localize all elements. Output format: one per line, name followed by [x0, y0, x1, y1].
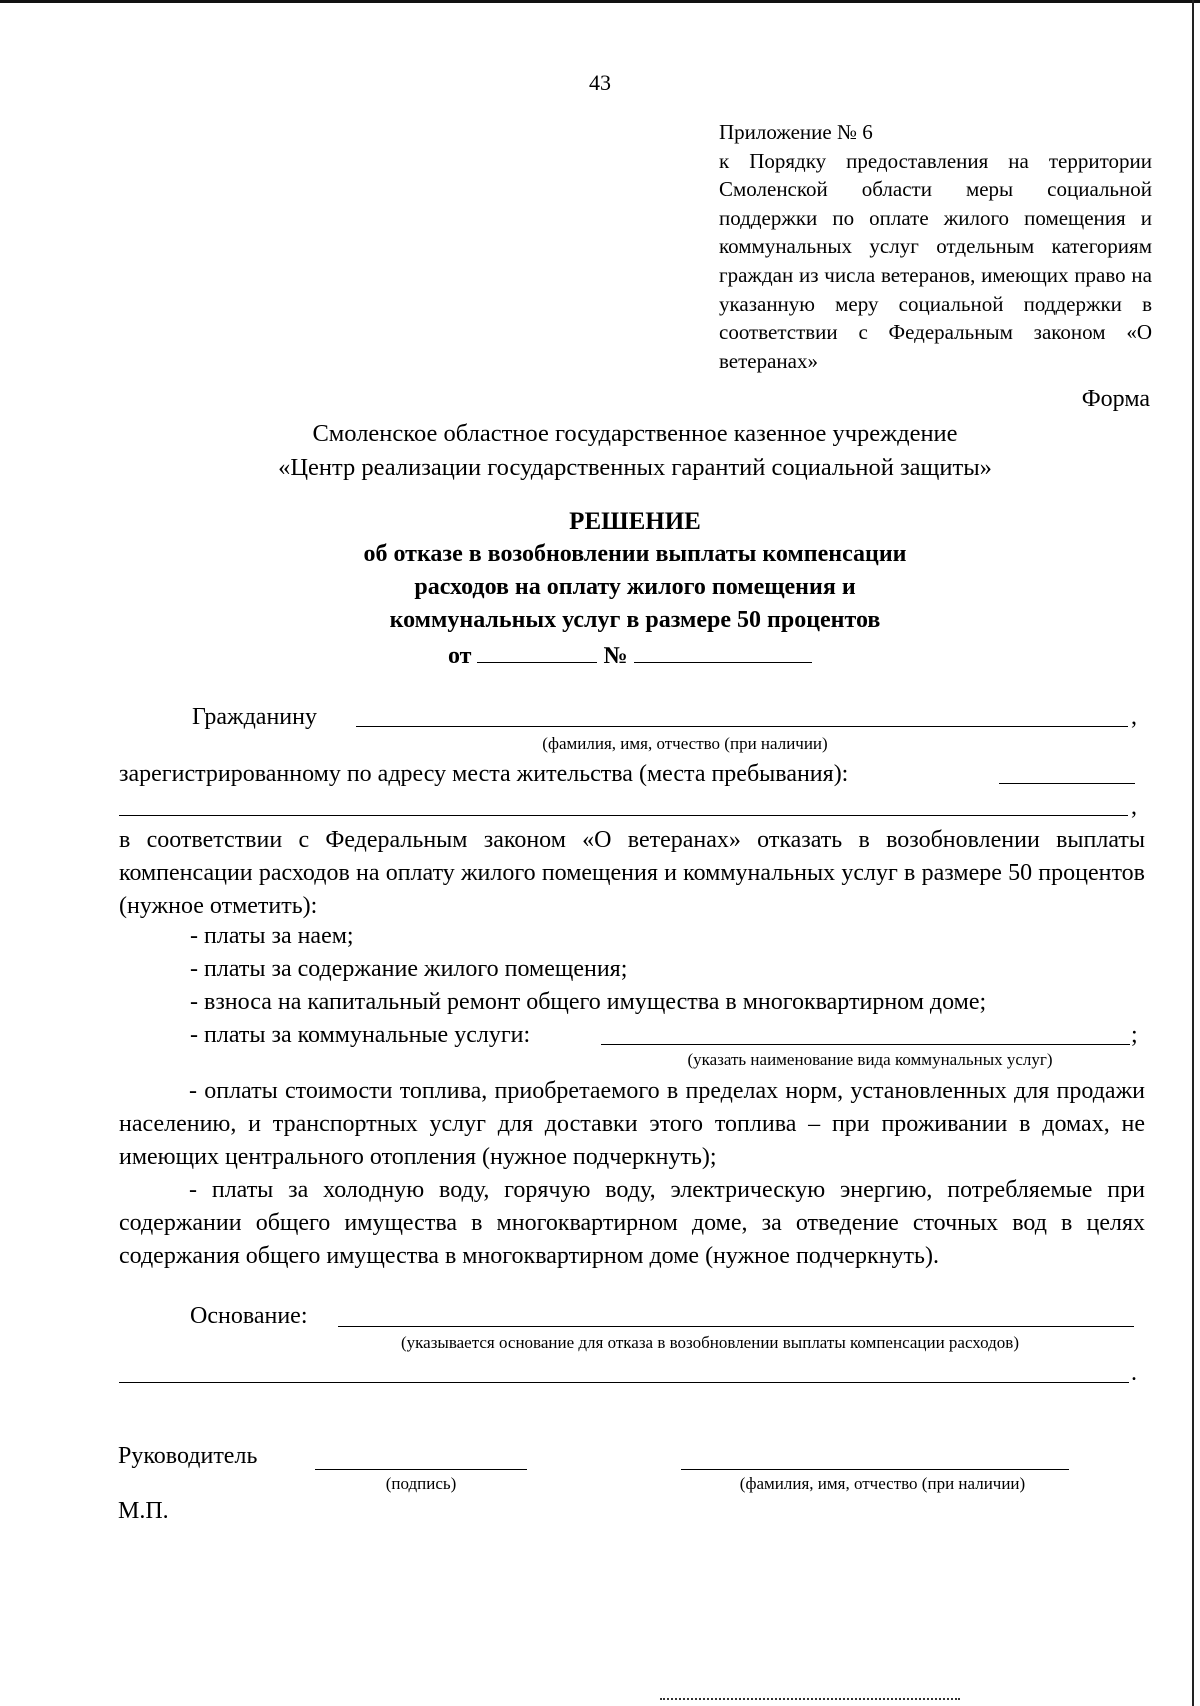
decision-line-3: коммунальных услуг в размере 50 процентов: [389, 607, 881, 633]
head-name-field[interactable]: [681, 1469, 1069, 1470]
head-label: Руководитель: [118, 1443, 258, 1469]
appendix-title: Приложение № 6: [719, 120, 873, 144]
appendix-block: [719, 118, 1152, 375]
address-label: зарегистрированному по адресу места жительства (места пребывания):: [119, 761, 849, 787]
signature-field[interactable]: [315, 1469, 527, 1470]
citizen-trailing-comma: ,: [1131, 704, 1137, 730]
utilities-field[interactable]: [601, 1044, 1130, 1045]
scan-edge-top: [0, 0, 1200, 3]
item-capital-repair: - взноса на капитальный ремонт общего имущества в многоквартирном доме;: [190, 989, 987, 1015]
basis-caption: (указывается основание для отказа в возобновлении выплаты компенсации расходов): [400, 1333, 1019, 1352]
decision-line-1: об отказе в возобновлении выплаты компенсации: [363, 541, 907, 567]
stamp-place: М.П.: [118, 1498, 169, 1524]
appendix-text: к Порядку предоставления на территории Смоленской области меры социальной поддержки по оплате жилого помещения и коммунальных услуг отдельным категориям граждан из числа ветеранов, имеющих право на указанную меру социальной поддержки в соответствии с Федеральным законом «О ветеранах»: [719, 148, 1152, 373]
organization-name: [120, 417, 1150, 485]
scan-edge-right: [1192, 0, 1194, 1706]
basis-field-2[interactable]: [119, 1382, 1129, 1383]
utilities-trailing: ;: [1131, 1022, 1138, 1048]
basis-field-1[interactable]: [338, 1326, 1134, 1327]
scan-artifact: [660, 1698, 960, 1702]
item-rent: - платы за наем;: [190, 923, 354, 949]
decision-line-2: расходов на оплату жилого помещения и: [414, 574, 856, 600]
date-label: от: [448, 643, 472, 669]
basis-trailing: .: [1131, 1360, 1137, 1386]
number-label: №: [603, 643, 628, 669]
item-utilities-label: - платы за коммунальные услуги:: [190, 1022, 531, 1048]
address-field-2[interactable]: [119, 815, 1128, 816]
date-field[interactable]: [477, 640, 597, 663]
item-maintenance: - платы за содержание жилого помещения;: [190, 956, 628, 982]
address-trailing-comma: ,: [1131, 794, 1137, 820]
basis-label: Основание:: [190, 1303, 308, 1329]
form-label: Форма: [1081, 386, 1150, 412]
decision-heading: [120, 505, 1150, 637]
head-name-caption: (фамилия, имя, отчество (при наличии): [739, 1474, 1026, 1493]
citizen-label: Гражданину: [192, 704, 317, 730]
main-paragraph: в соответствии с Федеральным законом «О ветеранах» отказать в возобновлении выплаты компенсации расходов на оплату жилого помещения и коммунальных услуг в размере 50 процентов (нужное отметить):: [119, 827, 1145, 919]
signature-caption: (подпись): [385, 1474, 457, 1493]
citizen-caption: (фамилия, имя, отчество (при наличии): [542, 734, 828, 753]
fuel-paragraph: - оплаты стоимости топлива, приобретаемого в пределах норм, установленных для продажи населению, и транспортных услуг для доставки этого топлива – при проживании в домах, не имеющих центрального отопления (нужное подчеркнуть);: [119, 1078, 1145, 1170]
organization-line-1: Смоленское областное государственное казенное учреждение: [312, 420, 958, 447]
decision-title: РЕШЕНИЕ: [569, 508, 701, 535]
utilities-caption: (указать наименование вида коммунальных услуг): [687, 1050, 1053, 1069]
common-property-paragraph: - платы за холодную воду, горячую воду, электрическую энергию, потребляемые при содержании общего имущества в многоквартирном доме, за отведение сточных вод в целях содержания общего имущества в многоквартирном доме (нужное подчеркнуть).: [119, 1177, 1145, 1269]
citizen-name-field[interactable]: [356, 726, 1128, 727]
number-field[interactable]: [634, 640, 812, 663]
page-number: 43: [589, 70, 611, 95]
organization-line-2: «Центр реализации государственных гарантий социальной защиты»: [278, 454, 992, 481]
date-number-line: [448, 640, 812, 670]
address-field-1[interactable]: [999, 783, 1135, 784]
